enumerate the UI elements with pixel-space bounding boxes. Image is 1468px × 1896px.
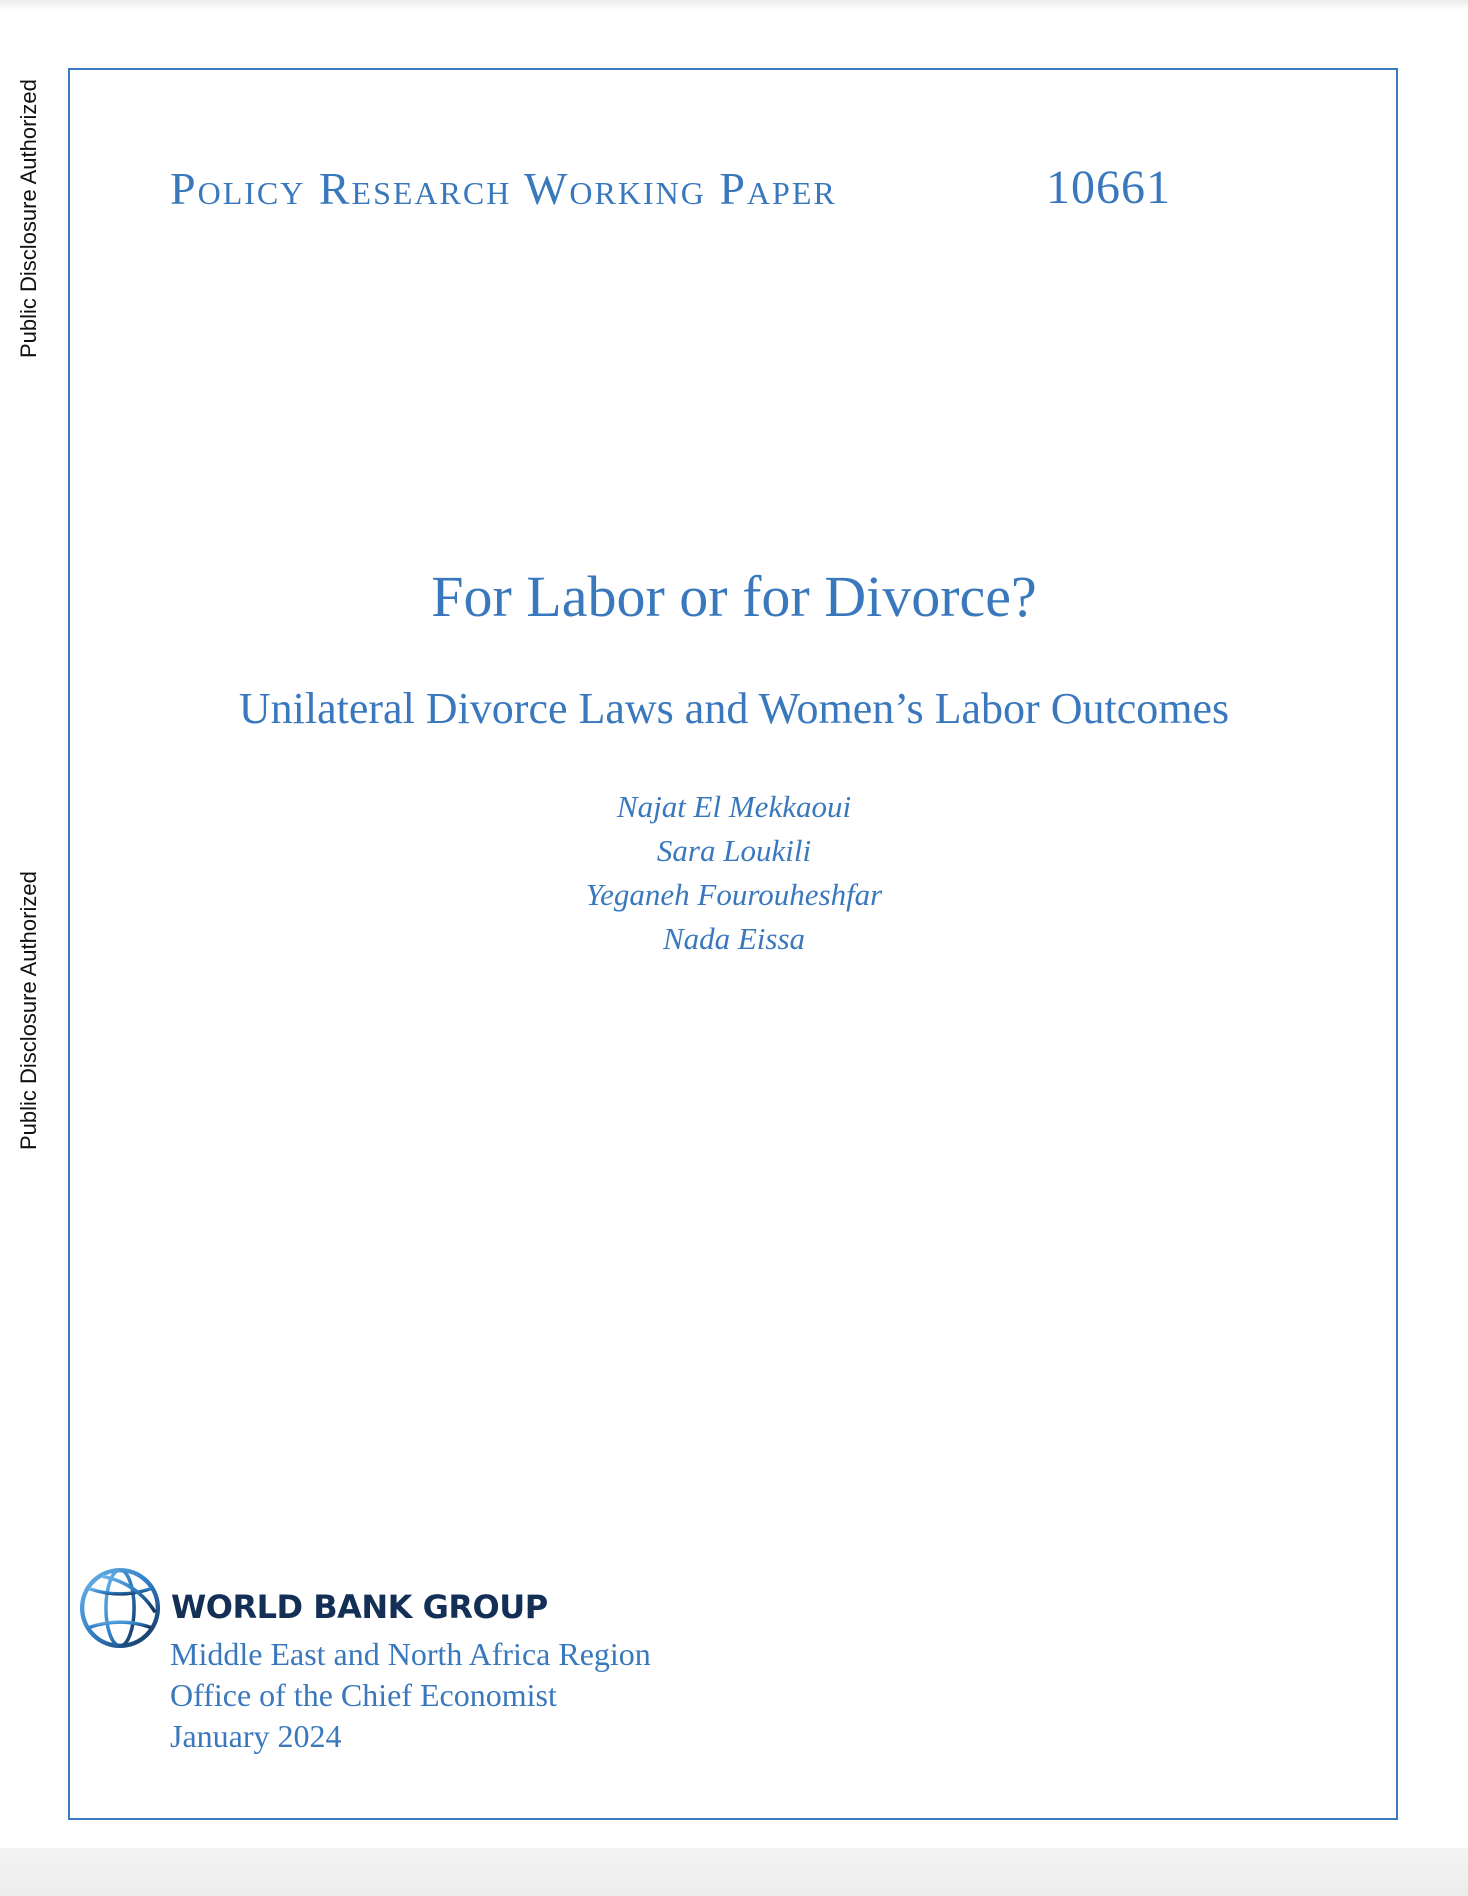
publication-date: January 2024: [170, 1718, 342, 1754]
series-title: Policy Research Working Paper: [170, 163, 837, 214]
globe-icon: [76, 1564, 164, 1652]
author-name: Nada Eissa: [662, 921, 806, 956]
paper-title: For Labor or for Divorce?: [431, 564, 1037, 629]
region-line: Middle East and North Africa Region: [170, 1636, 651, 1672]
disclosure-label-top: Public Disclosure Authorized: [16, 79, 41, 358]
author-list: [0, 785, 1468, 961]
author-name: Najat El Mekkaoui: [616, 789, 852, 824]
author-name: Sara Loukili: [656, 833, 812, 868]
office-line: Office of the Chief Economist: [170, 1677, 557, 1713]
author-name: Yeganeh Fourouheshfar: [585, 877, 883, 912]
paper-subtitle: Unilateral Divorce Laws and Women’s Labor Outcomes: [238, 684, 1230, 733]
window-bottom-bar: [0, 1848, 1468, 1896]
window-top-shadow: [0, 0, 1468, 10]
paper-number: 10661: [1046, 161, 1171, 214]
disclosure-label-middle: Public Disclosure Authorized: [16, 871, 41, 1150]
organization-name: WORLD BANK GROUP: [171, 1588, 548, 1626]
